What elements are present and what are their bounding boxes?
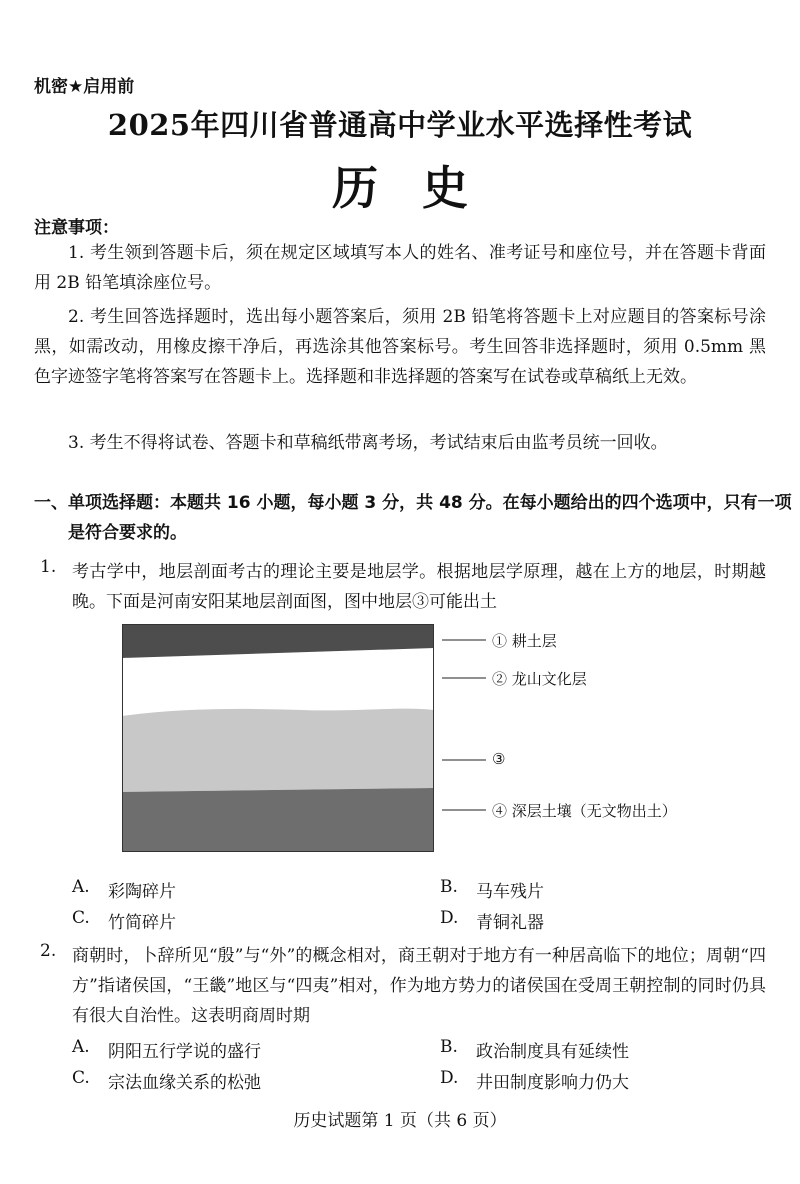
q2-option-c-letter: C. [72,1068,90,1088]
notice-heading: 注意事项： [34,218,119,238]
q1-option-b-letter: B. [440,877,458,897]
layer-3-unknown [122,709,434,792]
q1-option-d-letter: D. [440,908,459,928]
section-heading: 一、单项选择题：本题共 16 小题，每小题 3 分，共 48 分。在每小题给出的四个选项中，只有一项是符合要求的。 [34,493,792,543]
question-1-number: 1. [40,557,57,577]
q1-option-c-letter: C. [72,908,90,928]
q2-option-b-letter: B. [440,1037,458,1057]
layer-label-3: ③ [492,750,506,768]
q2-option-d-letter: D. [440,1068,459,1088]
leader-lines [440,630,490,830]
q1-option-d: 青铜礼器 [476,913,544,933]
question-1-text: 考古学中，地层剖面考古的理论主要是地层学。根据地层学原理，越在上方的地层，时期越晚。下面是河南安阳某地层剖面图，图中地层③可能出土 [72,562,766,612]
layer-label-4: ④ 深层土壤（无文物出土） [492,802,677,820]
page-footer: 历史试题第 1 页（共 6 页） [293,1111,507,1131]
notice-item-2: 2. 考生回答选择题时，选出每小题答案后，须用 2B 铅笔将答题卡上对应题目的答案标号涂黑，如需改动，用橡皮擦干净后，再选涂其他答案标号。考生回答非选择题时，须用 0.5mm 黑色字迹签字笔将答案写在答题卡上。选择题和非选择题的答案写在试卷或草稿纸上无效。 [34,307,766,387]
q1-option-c: 竹简碎片 [108,913,176,933]
notice-item-1: 1. 考生领到答题卡后，须在规定区域填写本人的姓名、准考证号和座位号，并在答题卡背面用 2B 铅笔填涂座位号。 [34,243,766,293]
exam-title: 2025年四川省普通高中学业水平选择性考试 [107,108,693,142]
confidential-mark: 机密★启用前 [34,77,135,97]
strata-diagram [122,624,434,852]
subject-title: 历史 [332,161,512,215]
q2-option-d: 井田制度影响力仍大 [476,1073,629,1093]
layer-label-2: ② 龙山文化层 [492,670,587,688]
layer-label-1: ① 耕土层 [492,632,557,650]
q1-option-a-letter: A. [72,877,90,897]
notice-item-3: 3. 考生不得将试卷、答题卡和草稿纸带离考场，考试结束后由监考员统一回收。 [68,433,668,453]
q1-option-a: 彩陶碎片 [108,882,176,902]
layer-2-longshan [122,648,434,716]
layer-4-deep-soil [122,788,434,852]
q1-option-b: 马车残片 [476,882,544,902]
q2-option-a: 阴阳五行学说的盛行 [108,1042,261,1062]
question-2-text: 商朝时，卜辞所见“殷”与“外”的概念相对，商王朝对于地方有一种居高临下的地位；周朝“四方”指诸侯国，“王畿”地区与“四夷”相对，作为地方势力的诸侯国在受周王朝控制的同时仍具有很大自治性。这表明商周时期 [72,946,766,1026]
q2-option-b: 政治制度具有延续性 [476,1042,629,1062]
question-2-number: 2. [40,941,57,961]
q2-option-a-letter: A. [72,1037,90,1057]
q2-option-c: 宗法血缘关系的松弛 [108,1073,261,1093]
